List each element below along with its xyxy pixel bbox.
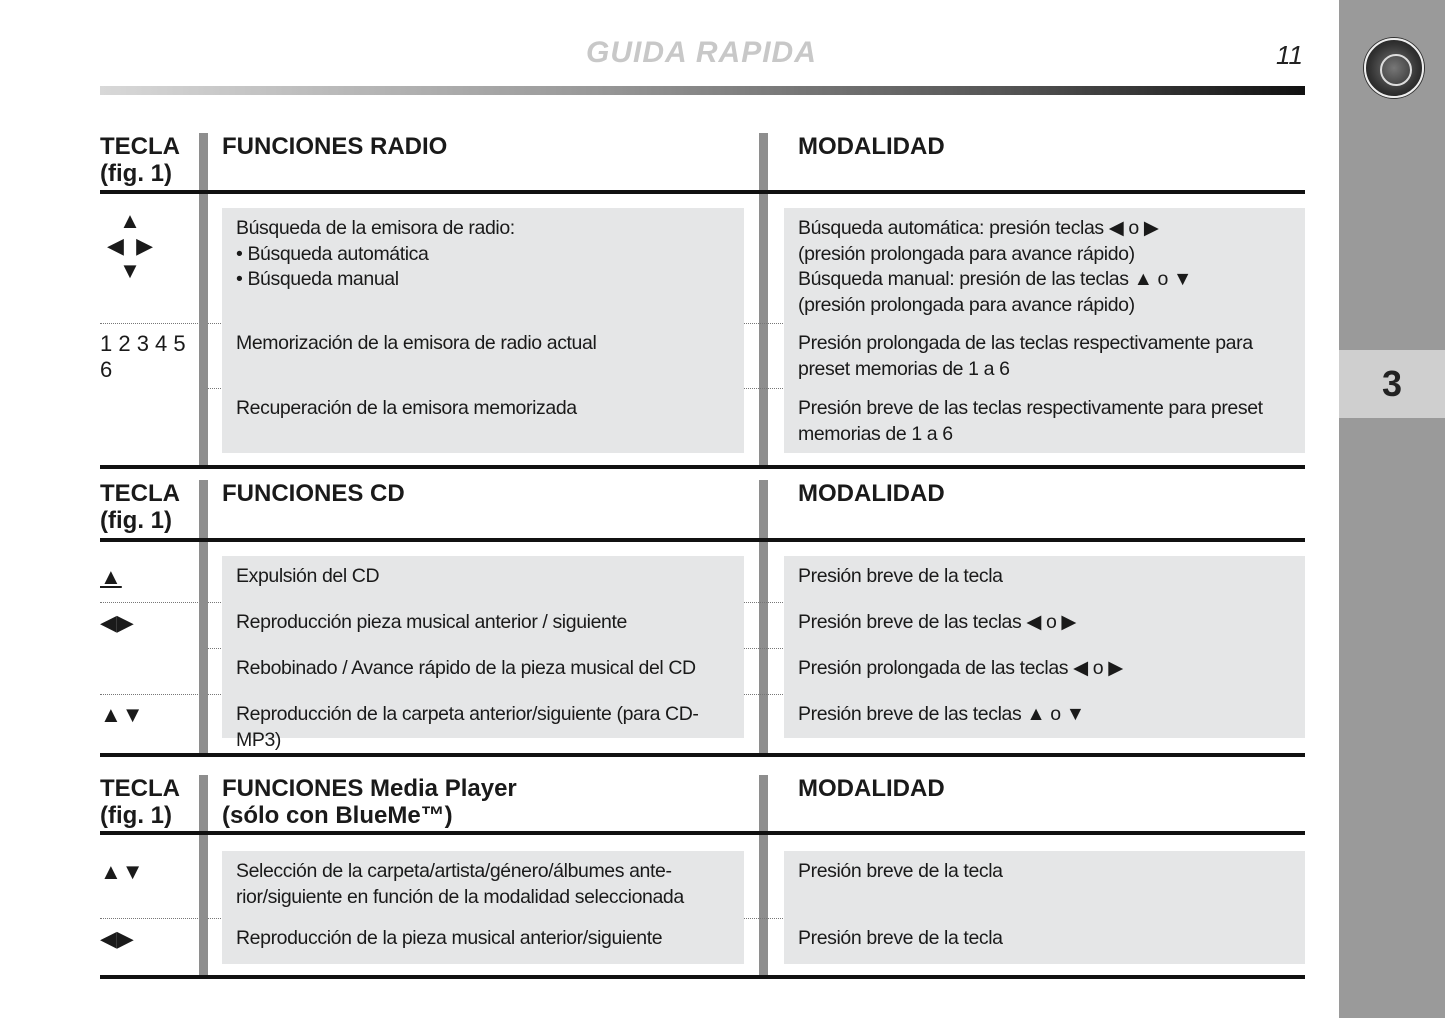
page-number: 11 bbox=[1276, 40, 1303, 70]
modality-cell: Presión breve de la tecla bbox=[784, 918, 1305, 964]
table-row bbox=[100, 851, 1305, 918]
modality-header: MODALIDAD bbox=[798, 480, 945, 507]
alfa-romeo-logo-icon bbox=[1364, 38, 1424, 98]
key-cell bbox=[100, 610, 198, 636]
key-label: ▲▼ bbox=[100, 702, 144, 727]
functions-header-title: FUNCIONES RADIO bbox=[222, 133, 448, 160]
key-label: 1 2 3 4 5 6 bbox=[100, 331, 186, 382]
functions-header-title: FUNCIONES CD bbox=[222, 480, 405, 507]
key-header-sub: (fig. 1) bbox=[100, 802, 172, 829]
key-label: ◀▶ bbox=[100, 610, 134, 635]
section-rule bbox=[100, 538, 1305, 542]
modality-cell: Presión breve de la tecla bbox=[784, 556, 1305, 602]
key-label: ▲▼ bbox=[100, 859, 144, 884]
key-cell bbox=[100, 859, 198, 885]
key-cell bbox=[100, 926, 198, 952]
table-row bbox=[100, 648, 1305, 694]
modality-header: MODALIDAD bbox=[798, 775, 945, 802]
key-header-title: TECLA bbox=[100, 133, 180, 160]
functions-header bbox=[222, 480, 752, 507]
chapter-sidebar bbox=[1339, 0, 1445, 1018]
key-cell bbox=[100, 564, 198, 590]
function-cell: Reproducción pieza musical anterior / siguiente bbox=[222, 602, 744, 648]
section-rule bbox=[100, 465, 1305, 469]
modality-cell: Búsqueda automática: presión teclas ◀ o ▶ (presión prolongada para avance rápido) Búsqueda manual: presión de las teclas ▲ o ▼ (presión prolongada para avance rápido) bbox=[784, 208, 1305, 323]
table-section bbox=[100, 775, 1305, 979]
key-cell bbox=[100, 331, 198, 383]
function-cell: Reproducción de la carpeta anterior/siguiente (para CD-MP3) bbox=[222, 694, 744, 738]
table-row bbox=[100, 694, 1305, 751]
modality-cell: Presión prolongada de las teclas ◀ o ▶ bbox=[784, 648, 1305, 694]
key-cell bbox=[100, 702, 198, 728]
modality-header: MODALIDAD bbox=[798, 133, 945, 160]
header-rule bbox=[100, 86, 1305, 95]
table-section bbox=[100, 480, 1305, 757]
key-header bbox=[100, 775, 198, 829]
table-row bbox=[100, 602, 1305, 648]
key-header-title: TECLA bbox=[100, 775, 180, 802]
arrow-keys-icon: ▲ ◀ ▶ ▼ bbox=[106, 208, 154, 283]
section-rule bbox=[100, 831, 1305, 835]
key-header-sub: (fig. 1) bbox=[100, 507, 172, 534]
key-header-sub: (fig. 1) bbox=[100, 160, 172, 187]
table-section bbox=[100, 133, 1305, 469]
key-header bbox=[100, 133, 198, 187]
function-cell: Selección de la carpeta/artista/género/álbumes ante- rior/siguiente en función de la modalidad seleccionada bbox=[222, 851, 744, 918]
chapter-tab: 3 bbox=[1339, 350, 1445, 418]
key-cell bbox=[100, 208, 198, 283]
table-row bbox=[100, 918, 1305, 964]
modality-cell: Presión breve de la tecla bbox=[784, 851, 1305, 918]
key-label: ◀▶ bbox=[100, 926, 134, 951]
functions-header bbox=[222, 775, 752, 829]
functions-header-title: FUNCIONES Media Player bbox=[222, 775, 517, 802]
section-rule bbox=[100, 975, 1305, 979]
key-header bbox=[100, 480, 198, 534]
table-row bbox=[100, 388, 1305, 453]
table-row bbox=[100, 323, 1305, 388]
function-cell: Expulsión del CD bbox=[222, 556, 744, 602]
function-cell: Rebobinado / Avance rápido de la pieza musical del CD bbox=[222, 648, 744, 694]
table-row bbox=[100, 556, 1305, 602]
key-header-title: TECLA bbox=[100, 480, 180, 507]
function-cell: Recuperación de la emisora memorizada bbox=[222, 388, 744, 453]
key-label: ▲ bbox=[100, 564, 122, 589]
functions-header bbox=[222, 133, 752, 160]
page-title: GUIDA RAPIDA bbox=[586, 36, 817, 69]
function-cell: Memorización de la emisora de radio actual bbox=[222, 323, 744, 388]
table-row bbox=[100, 208, 1305, 323]
functions-header-sub: (sólo con BlueMe™) bbox=[222, 802, 453, 829]
modality-cell: Presión breve de las teclas ◀ o ▶ bbox=[784, 602, 1305, 648]
modality-cell: Presión breve de las teclas ▲ o ▼ bbox=[784, 694, 1305, 738]
modality-cell: Presión prolongada de las teclas respectivamente para preset memorias de 1 a 6 bbox=[784, 323, 1305, 388]
modality-cell: Presión breve de las teclas respectivamente para preset memorias de 1 a 6 bbox=[784, 388, 1305, 453]
function-cell: Reproducción de la pieza musical anterior/siguiente bbox=[222, 918, 744, 964]
function-cell: Búsqueda de la emisora de radio: • Búsqueda automática • Búsqueda manual bbox=[222, 208, 744, 323]
section-rule bbox=[100, 190, 1305, 194]
section-rule bbox=[100, 753, 1305, 757]
